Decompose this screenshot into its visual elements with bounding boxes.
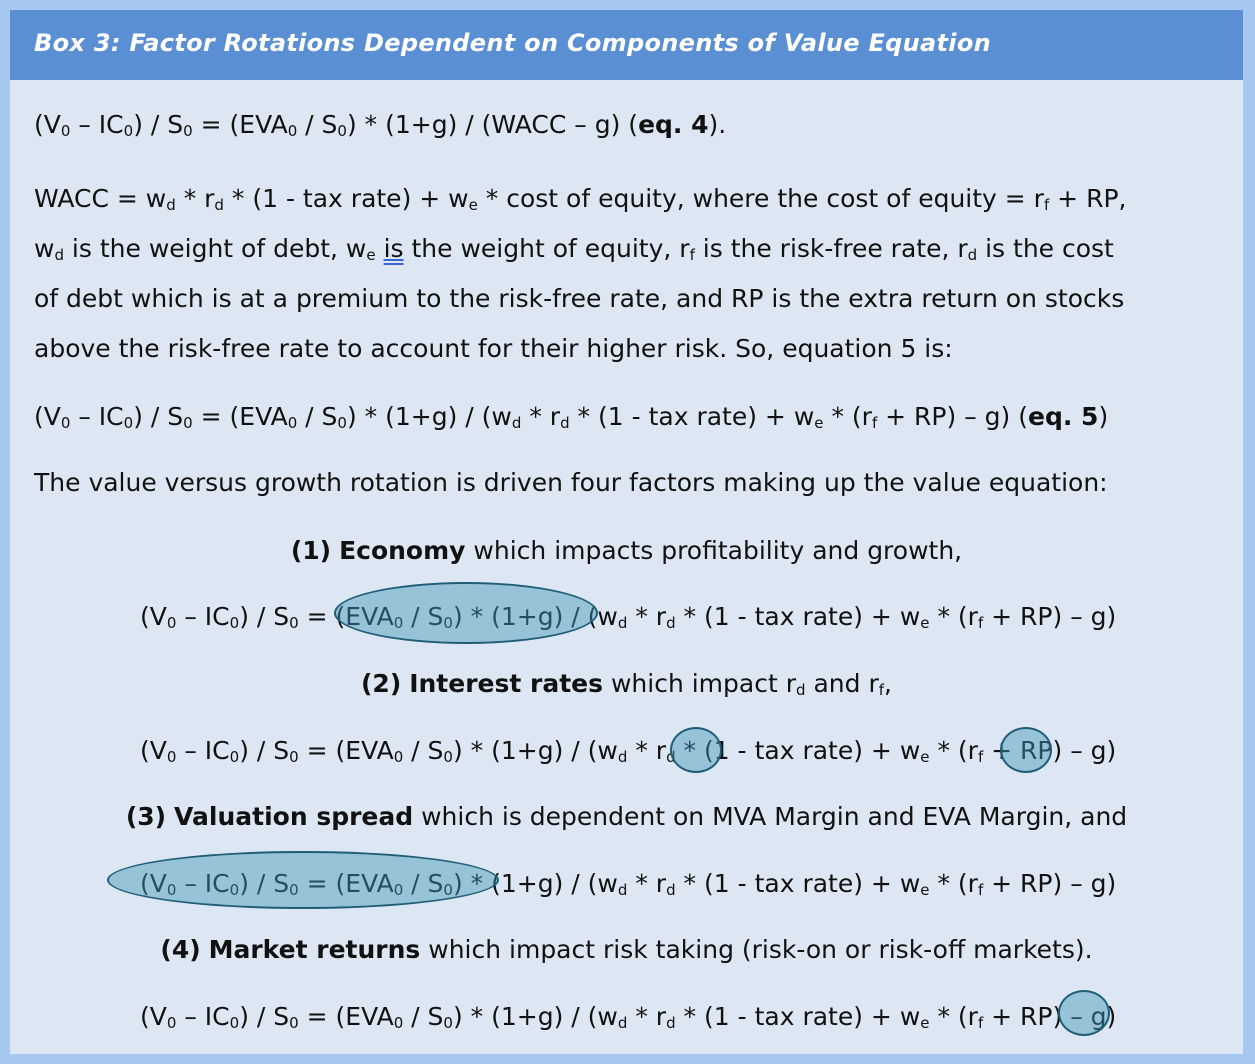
para-line-3: of debt which is at a premium to the risk-free rate, and RP is the extra return on stocks [34,284,1125,313]
rf-highlight-oval [1000,727,1052,773]
eq-5-label: eq. 5 [1027,402,1099,431]
rp-highlight-oval [1058,990,1110,1036]
rd-highlight-oval [670,727,722,773]
equation-4: $(V_0 - IC_0) / S_0 = (EVA_0 / S_0) * (1+g)$ / (WACC – g) (eq. 4). [34,110,727,140]
para-line-1: WACC = $w_d * r_d * (1$ - tax rate) + $w_e$ * cost of equity, where the cost of equity = $r_f$ + RP, [34,184,1127,214]
economy-highlight-oval [334,582,598,644]
equation-5: $(V_0 - IC_0) / S_0 = (EVA_0 / S_0) * (1+g) / (w_d * r_d * (1$ - tax rate) + $w_e * (r_f + RP) - g$) (eq. 5) [34,402,1109,432]
value-equation-box [10,10,1243,1054]
factor-3-heading: (3) Valuation spread which is dependent on MVA Margin and EVA Margin, and [125,802,1128,831]
factor-1-heading: (1) Economy which impacts profitability and growth, [290,536,963,565]
box-header [10,10,1243,80]
factor-4-heading: (4) Market returns which impact risk taking (risk-on or risk-off markets). [160,935,1093,964]
eq-4-label: eq. 4 [638,110,709,139]
para-line-4: above the risk-free rate to account for their higher risk. So, equation 5 is: [34,334,953,363]
valuation-spread-highlight-oval [107,851,499,909]
para-line-2: $w_d$ is the weight of debt, $w_e$ is the weight of equity, $r_f$ is the risk-free rate, $r_d$ is the cost [34,234,1114,264]
factor-2-equation: $(V_0 - IC_0) / S_0 = (EVA_0 / S_0) * (1+g) / (w_d * r_d * (1$ - tax rate) + $w_e * (r_f + RP) - g$) [140,736,1117,766]
factor-4-equation: $(V_0 - IC_0) / S_0 = (EVA_0 / S_0) * (1+g) / (w_d * r_d * (1$ - tax rate) + $w_e * (r_f + RP) - g$) [140,1002,1117,1032]
factor-3-equation: $(V_0 - IC_0) / S_0 = (EVA_0 / S_0) * (1+g) / (w_d * r_d * (1$ - tax rate) + $w_e * (r_f + RP) - g$) [140,869,1117,899]
factor-1-equation: $(V_0 - IC_0) / S_0 = (EVA_0 / S_0) * (1+g) / (w_d * r_d * (1$ - tax rate) + $w_e * (r_f + RP) - g$) [140,602,1117,632]
factor-2-heading: (2) Interest rates which impact $r_d$ and $r_f$, [361,669,892,699]
factors-intro: The value versus growth rotation is driven four factors making up the value equation: [34,468,1108,497]
box-title: Box 3: Factor Rotations Dependent on Components of Value Equation [34,29,991,57]
